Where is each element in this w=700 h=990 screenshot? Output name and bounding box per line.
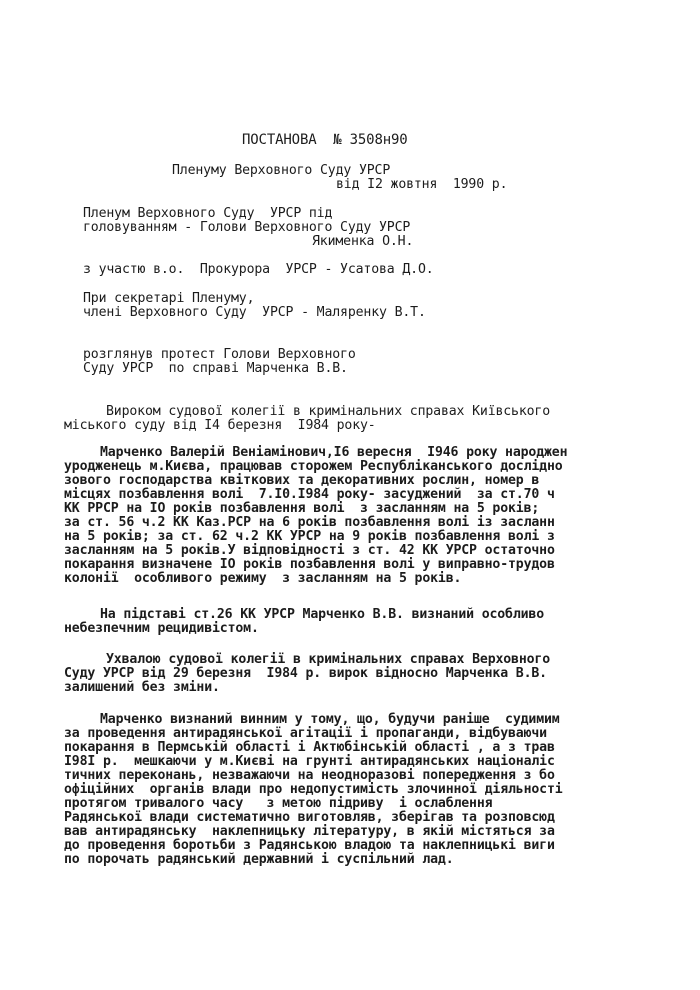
paragraph-line: небезпечним рецидивістом. [64, 621, 259, 636]
paragraph-line: міського суду від I4 березня I984 року- [64, 418, 376, 433]
document-subtitle: Пленуму Верховного Суду УРСР [172, 163, 391, 178]
paragraph-line: Ухвалою судової колегії в кримінальних справах Верховного [106, 652, 551, 667]
paragraph-line: КК РРСР на IO років позбавлення волі з засланням на 5 років; [64, 501, 540, 516]
composition-line: При секретарі Пленуму, [83, 291, 255, 306]
composition-line: члені Верховного Суду УРСР - Маляренку В.Т. [83, 305, 426, 320]
paragraph-line: колонії особливого режиму з засланням на 5 років. [64, 571, 462, 586]
composition-line: розглянув протест Голови Верховного [83, 347, 356, 362]
document-title: ПОСТАНОВА № 3508н90 [242, 132, 408, 148]
paragraph-line: залишений без зміни. [64, 680, 220, 695]
composition-line: з участю в.о. Прокурора УРСР - Усатова Д.О. [83, 262, 434, 277]
paragraph-line: протягом тривалого часу з метою підриву і ослаблення [64, 796, 493, 811]
paragraph-line: Марченко Валерій Веніамінович,I6 вересня I946 року народжен [100, 445, 568, 460]
paragraph-line: за ст. 56 ч.2 КК Каз.РСР на 6 років позбавлення волі із засланн [64, 515, 555, 530]
paragraph-line: Радянської влади систематично виготовляв, зберігав та розповсюд [64, 810, 555, 825]
paragraph-line: На підставі ст.26 КК УРСР Марченко В.В. визнаний особливо [100, 607, 545, 622]
composition-line: Пленум Верховного Суду УРСР під [83, 206, 333, 221]
paragraph-line: місцях позбавлення волі 7.I0.I984 року- засуджений за ст.70 ч [64, 487, 555, 502]
paragraph-line: вав антирадянську наклепницьку літературу, в якій містяться за [64, 824, 555, 839]
composition-line: головуванням - Голови Верховного Суду УРСР [83, 220, 411, 235]
paragraph-line: зового господарства квіткових та декоративних рослин, номер в [64, 473, 540, 488]
paragraph-line: I98I р. мешкаючи у м.Києві на грунті антирадянських націоналіс [64, 754, 555, 769]
paragraph-line: офіційних органів влади про недопустимість злочинної діяльності [64, 782, 563, 797]
paragraph-line: по порочать радянський державний і суспільний лад. [64, 852, 454, 867]
paragraph-line: уродженець м.Києва, працював сторожем Республіканського дослідно [64, 459, 563, 474]
paragraph-line: Суду УРСР від 29 березня I984 р. вирок відносно Марченка В.В. [64, 666, 547, 681]
paragraph-line: за проведення антирадянської агітації і пропаганди, відбуваючи [64, 726, 547, 741]
paragraph-line: Вироком судової колегії в кримінальних справах Київського [106, 404, 551, 419]
paragraph-line: на 5 років; за ст. 62 ч.2 КК УРСР на 9 років позбавлення волі з [64, 529, 555, 544]
composition-line: Якименка О.Н. [312, 234, 414, 249]
paragraph-line: покарання в Пермській області і Актюбінській області , а з трав [64, 740, 555, 755]
paragraph-line: засланням на 5 років.У відповідності з ст. 42 КК УРСР остаточно [64, 543, 555, 558]
document-date: від I2 жовтня 1990 р. [336, 177, 508, 192]
paragraph-line: Марченко визнаний винним у тому, що, будучи раніше судимим [100, 712, 560, 727]
paragraph-line: покарання визначене IO років позбавлення волі у виправно-трудов [64, 557, 555, 572]
paragraph-line: тичних переконань, незважаючи на неодноразові попередження з бо [64, 768, 555, 783]
composition-line: Суду УРСР по справі Марченка В.В. [83, 361, 348, 376]
paragraph-line: до проведення боротьби з Радянською владою та наклепницькі виги [64, 838, 555, 853]
